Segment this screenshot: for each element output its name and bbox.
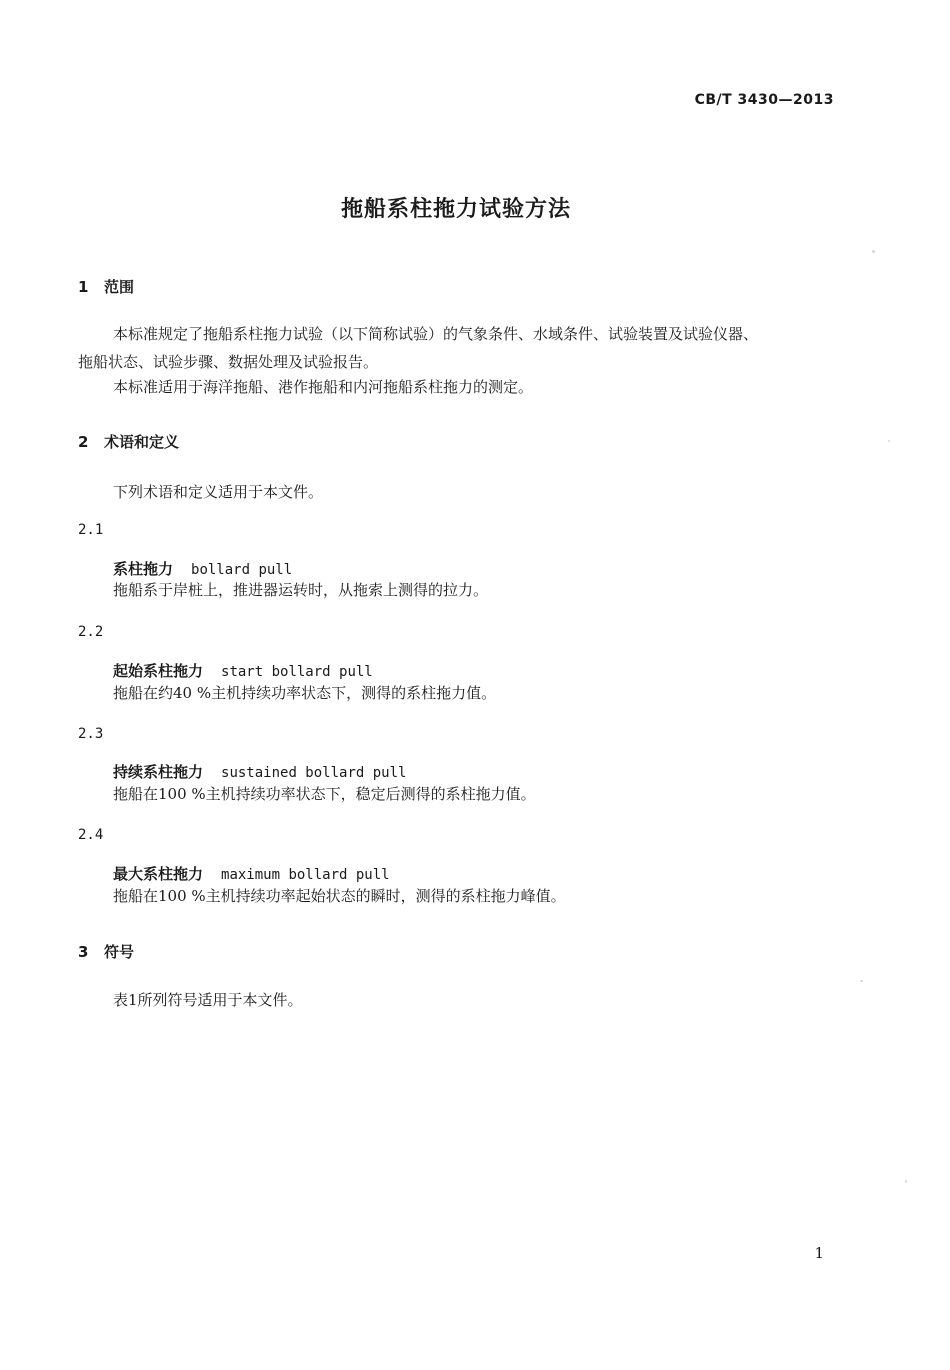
terms-intro: 下列术语和定义适用于本文件。	[113, 483, 324, 501]
page-number: 1	[814, 1244, 824, 1262]
section-3-number: 3	[78, 943, 89, 961]
term-2-3-zh: 持续系柱拖力	[113, 763, 204, 781]
scope-paragraph-1-line-2: 拖船状态、试验步骤、数据处理及试验报告。	[78, 353, 379, 371]
term-2-2-en: start bollard pull	[221, 664, 373, 680]
section-2-number: 2	[78, 433, 89, 451]
term-2-4-definition: 拖船在100 %主机持续功率起始状态的瞬时，测得的系柱拖力峰值。	[113, 887, 566, 905]
section-1-number: 1	[78, 278, 89, 296]
term-2-3	[113, 761, 406, 782]
scan-artifact	[860, 980, 863, 982]
term-2-1-definition: 拖船系于岸桩上，推进器运转时，从拖索上测得的拉力。	[113, 581, 489, 599]
section-2-heading	[78, 431, 179, 452]
term-2-4-zh: 最大系柱拖力	[113, 865, 204, 883]
scan-artifact	[888, 440, 890, 442]
term-2-1-zh: 系柱拖力	[113, 560, 174, 578]
term-2-3-number: 2.3	[78, 726, 104, 742]
section-2-title: 术语和定义	[104, 433, 180, 451]
term-2-4	[113, 863, 390, 884]
section-3-title: 符号	[104, 943, 135, 961]
term-2-2	[113, 660, 373, 681]
term-2-2-number: 2.2	[78, 624, 104, 640]
section-3-heading	[78, 941, 134, 962]
term-2-4-en: maximum bollard pull	[221, 867, 390, 883]
scope-paragraph-2: 本标准适用于海洋拖船、港作拖船和内河拖船系柱拖力的测定。	[113, 378, 534, 396]
term-2-3-en: sustained bollard pull	[221, 765, 407, 781]
term-2-3-definition: 拖船在100 %主机持续功率状态下，稳定后测得的系柱拖力值。	[113, 785, 536, 803]
section-1-title: 范围	[104, 278, 135, 296]
term-2-1-number: 2.1	[78, 522, 104, 538]
section-1-heading	[78, 276, 134, 297]
term-2-1	[113, 558, 292, 579]
scan-artifact	[872, 250, 875, 253]
scope-paragraph-1-line-1: 本标准规定了拖船系柱拖力试验（以下简称试验）的气象条件、水域条件、试验装置及试验仪器、	[113, 325, 759, 343]
term-2-4-number: 2.4	[78, 827, 104, 843]
standard-code: CB/T 3430—2013	[694, 92, 834, 108]
document-title: 拖船系柱拖力试验方法	[340, 197, 571, 222]
scan-artifact	[905, 1180, 907, 1183]
term-2-2-definition: 拖船在约40 %主机持续功率状态下，测得的系柱拖力值。	[113, 684, 497, 702]
term-2-2-zh: 起始系柱拖力	[113, 662, 204, 680]
term-2-1-en: bollard pull	[191, 562, 293, 578]
symbols-intro: 表1所列符号适用于本文件。	[113, 991, 303, 1009]
